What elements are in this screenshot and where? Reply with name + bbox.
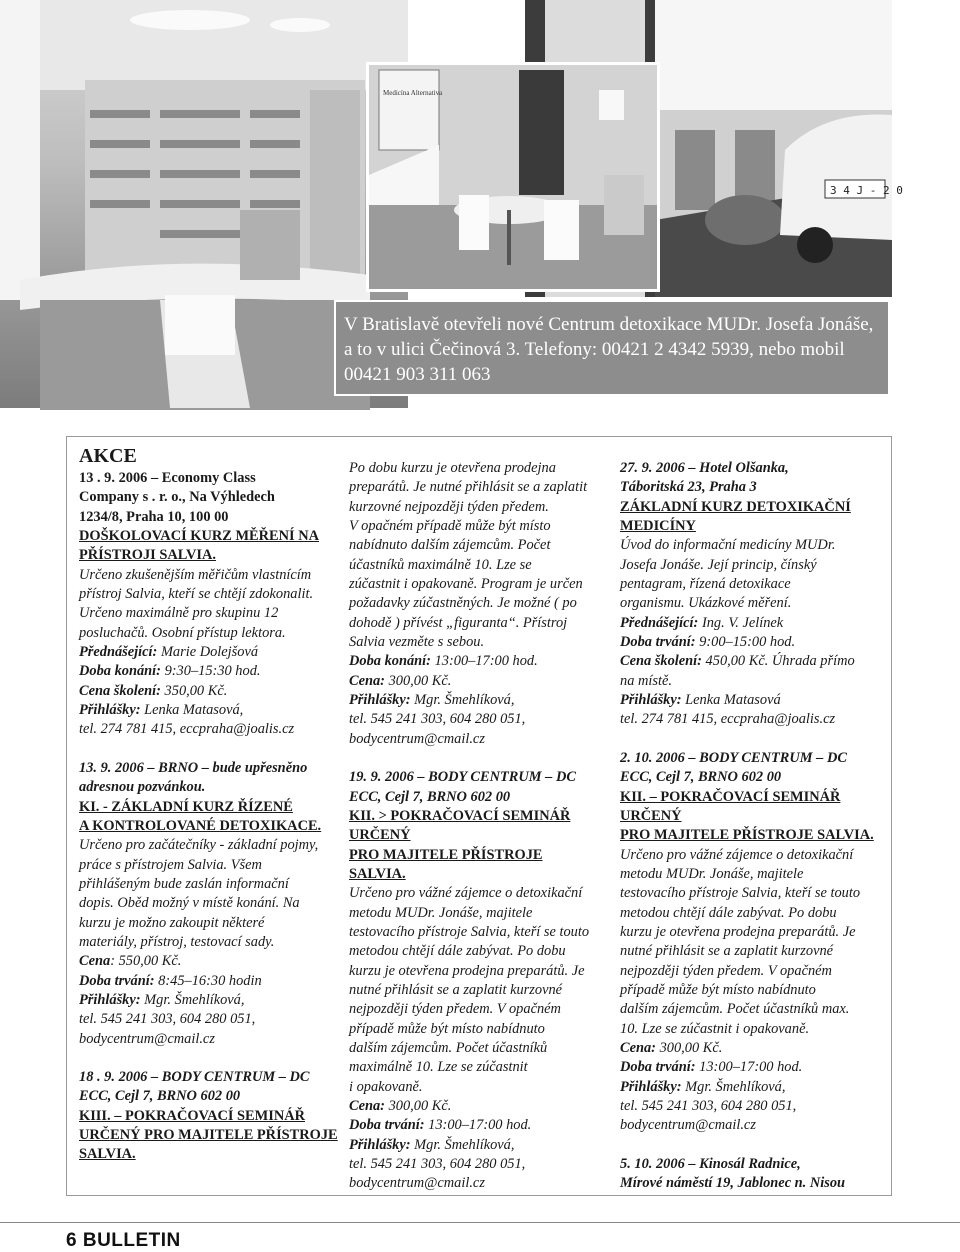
- detail-value: 300,00 Kč.: [655, 1039, 723, 1056]
- event-title: 2. 10. 2006 – BODY CENTRUM – DC: [620, 749, 847, 766]
- column-1: [79, 437, 341, 1165]
- event-detail: [79, 682, 341, 701]
- event-detail: [620, 633, 888, 652]
- event-detail: [349, 691, 611, 710]
- event-text: metodu MUDr. Jonáše, majitele: [349, 904, 533, 921]
- event-title: ECC, Cejl 7, BRNO 602 00: [79, 1088, 241, 1105]
- event-text: dalším zájemcům. Počet účastníků max.: [620, 1001, 850, 1018]
- detail-value: 300,00 Kč.: [384, 672, 452, 689]
- event-title: 13. 9. 2006 – BRNO – bude upřesněno: [79, 759, 308, 776]
- event-title: Mírové náměstí 19, Jablonec n. Nisou: [620, 1175, 846, 1192]
- contact-line: tel. 545 241 303, 604 280 051,: [620, 1098, 797, 1114]
- contact-line: tel. 545 241 303, 604 280 051,: [349, 711, 526, 728]
- event-text: testovacího přístroje Salvia, kteří se touto: [620, 885, 861, 902]
- detail-value: Ing. V. Jelínek: [698, 614, 784, 631]
- event-text: maximálně 10. Lze se zúčastnit: [349, 1059, 528, 1076]
- detail-label: Přednášející:: [79, 644, 158, 661]
- event-detail: [349, 672, 611, 691]
- event-detail: [79, 643, 341, 662]
- course-name: KIII. – POKRAČOVACÍ SEMINÁŘ: [79, 1107, 306, 1124]
- detail-label: Doba konání:: [349, 653, 431, 670]
- course-name: SALVIA.: [79, 1146, 136, 1163]
- detail-label: Přihlášky:: [620, 1078, 682, 1095]
- detail-label: Cena: [79, 953, 111, 970]
- event-text: nabídnuto dalším zájemcům. Počet: [349, 537, 551, 554]
- detail-label: Cena:: [620, 1039, 656, 1056]
- course-name: PRO MAJITELE PŘÍSTROJE SALVIA.: [620, 827, 874, 844]
- column-3: [620, 459, 888, 1193]
- detail-value: 8:45–16:30 hodin: [154, 972, 262, 989]
- event-text: pentagram, řízená detoxikace: [620, 576, 791, 593]
- detail-value: 450,00 Kč. Úhrada přímo: [701, 653, 855, 670]
- column-2: [349, 459, 611, 1194]
- event-text: na místě.: [620, 672, 672, 689]
- event-text: kurzu je otevřena prodejna preparátů. Je: [349, 962, 585, 979]
- event-text: dohodě ) přívést „figuranta“. Přístroj: [349, 614, 568, 631]
- poster-text: Medicína Alternativa: [383, 89, 443, 97]
- detail-label: Přihlášky:: [79, 991, 141, 1008]
- car-plate-text: 3 4 J - 2 0: [830, 184, 903, 197]
- contact-line: tel. 274 781 415, eccpraha@joalis.cz: [79, 721, 295, 738]
- caption-text: V Bratislavě otevřeli nové Centrum detoxikace MUDr. Josefa Jonáše, a to v ulici Čečinová 3. Telefony: 00421 2 4342 5939, nebo mobil 00421 903 311 063: [344, 314, 874, 385]
- event-title: 19. 9. 2006 – BODY CENTRUM – DC: [349, 769, 576, 786]
- event-text: Úvod do informační medicíny MUDr.: [620, 537, 836, 554]
- event-title: 1234/8, Praha 10, 100 00: [79, 508, 229, 525]
- footer-divider: [0, 1222, 960, 1223]
- detail-value: Lenka Matasová,: [140, 702, 244, 719]
- event-text: Určeno maximálně pro skupinu 12: [79, 605, 279, 622]
- event-detail: [79, 952, 341, 971]
- detail-label: Cena:: [349, 1098, 385, 1114]
- event-title: 5. 10. 2006 – Kinosál Radnice,: [620, 1155, 801, 1172]
- event-text: účastníků maximálně 10. Lze se: [349, 556, 532, 573]
- event-title: 13 . 9. 2006 – Economy Class: [79, 470, 256, 486]
- detail-label: Doba trvání:: [620, 634, 696, 651]
- contact-line: bodycentrum@cmail.cz: [620, 1117, 756, 1134]
- event-detail: [349, 1097, 611, 1116]
- event-text: Josefa Jonáše. Její princip, čínský: [620, 556, 817, 573]
- event-detail: [79, 972, 341, 991]
- events-box: [66, 436, 892, 1196]
- event-title: ECC, Cejl 7, BRNO 602 00: [620, 769, 782, 786]
- event-detail: [620, 614, 888, 633]
- course-name: URČENÝ PRO MAJITELE PŘÍSTROJE: [79, 1127, 338, 1143]
- event-detail: [620, 1078, 888, 1097]
- event-text: V opačném případě může být místo: [349, 518, 551, 535]
- detail-label: Cena školení:: [620, 653, 702, 670]
- event-text: Určeno pro začátečníky - základní pojmy,: [79, 837, 319, 854]
- event-text: 10. Lze se zúčastnit i opakovaně.: [620, 1020, 810, 1037]
- event-detail: [79, 701, 341, 720]
- contact-line: tel. 545 241 303, 604 280 051,: [79, 1011, 256, 1028]
- detail-label: Doba trvání:: [620, 1059, 696, 1076]
- event-text: kurzu je možno zakoupit některé: [79, 914, 265, 931]
- course-name: KII. – POKRAČOVACÍ SEMINÁŘ URČENÝ: [620, 788, 841, 824]
- contact-line: bodycentrum@cmail.cz: [349, 1175, 485, 1192]
- event-text: práce s přístrojem Salvia. Všem: [79, 856, 262, 873]
- detail-value: 9:30–15:30 hod.: [160, 663, 261, 680]
- event-text: Určeno pro vážné zájemce o detoxikační: [349, 885, 583, 902]
- event-text: přihlášeným bude zaslán informační: [79, 875, 289, 892]
- event-title: adresnou pozvánkou.: [79, 779, 206, 796]
- detail-label: Přednášející:: [620, 614, 699, 631]
- contact-line: bodycentrum@cmail.cz: [349, 730, 485, 747]
- event-text: případě může být místo nabídnuto: [620, 981, 816, 998]
- detail-label: Přihlášky:: [79, 702, 141, 719]
- event-detail: [349, 1116, 611, 1135]
- event-detail: [620, 1039, 888, 1058]
- event-text: nutné přihlásit se a zaplatit kurzovné: [620, 943, 834, 960]
- detail-value: 350,00 Kč.: [160, 682, 228, 699]
- event-text: kurzu je otevřena prodejna preparátů. Je: [620, 923, 856, 940]
- detail-label: Doba konání:: [79, 663, 161, 680]
- event-text: Určeno zkušenějším měřičům vlastnícím: [79, 566, 312, 583]
- detail-label: Doba trvání:: [349, 1117, 425, 1134]
- detail-label: Přihlášky:: [620, 692, 682, 709]
- detail-label: Přihlášky:: [349, 692, 411, 709]
- event-title: Táboritská 23, Praha 3: [620, 479, 757, 496]
- event-text: Salvia vezměte s sebou.: [349, 634, 485, 651]
- detail-value: Lenka Matasová: [681, 692, 781, 709]
- detail-value: Mgr. Šmehlíková,: [681, 1078, 786, 1095]
- event-title: ECC, Cejl 7, BRNO 602 00: [349, 788, 511, 805]
- event-detail: [349, 652, 611, 671]
- detail-value: 300,00 Kč.: [384, 1098, 452, 1114]
- course-name: KII. > POKRAČOVACÍ SEMINÁŘ URČENÝ: [349, 807, 571, 844]
- detail-value: 13:00–17:00 hod.: [695, 1059, 803, 1076]
- detail-value: 13:00–17:00 hod.: [430, 653, 538, 670]
- event-text: organismu. Ukázkové měření.: [620, 595, 792, 612]
- detail-label: Doba trvání:: [79, 972, 155, 989]
- event-text: nutné přihlásit se a zaplatit kurzovné: [349, 981, 563, 998]
- detail-value: 9:00–15:00 hod.: [695, 634, 796, 651]
- room-photo-art: [369, 65, 657, 289]
- event-text: i opakovaně.: [349, 1078, 423, 1095]
- event-text: požadavky zúčastněných. Je možné ( po: [349, 595, 577, 612]
- course-name: ZÁKLADNÍ KURZ DETOXIKAČNÍ: [620, 498, 851, 515]
- event-text: testovacího přístroje Salvia, kteří se touto: [349, 923, 590, 940]
- course-name: SALVIA.: [349, 865, 406, 882]
- event-text: nejpozději týden předem. V opačném: [349, 1001, 561, 1018]
- detail-value: Mgr. Šmehlíková,: [410, 1136, 515, 1153]
- event-text: nejpozději týden předem. V opačném: [620, 962, 832, 979]
- event-detail: [79, 991, 341, 1010]
- course-name: KI. - ZÁKLADNÍ KURZ ŘÍZENÉ: [79, 798, 293, 815]
- detail-value: Mgr. Šmehlíková,: [140, 991, 245, 1008]
- contact-line: tel. 274 781 415, eccpraha@joalis.cz: [620, 711, 836, 728]
- detail-value: Marie Dolejšová: [157, 644, 259, 661]
- event-text: zúčastnit i opakovaně. Program je určen: [349, 576, 583, 593]
- event-title: 27. 9. 2006 – Hotel Olšanka,: [620, 460, 789, 476]
- event-text: případě může být místo nabídnuto: [349, 1020, 545, 1037]
- course-name: MEDICÍNY: [620, 518, 696, 535]
- event-detail: [620, 691, 888, 710]
- caption-box: [334, 300, 890, 396]
- course-name: PRO MAJITELE PŘÍSTROJE: [349, 846, 543, 863]
- detail-value: Mgr. Šmehlíková,: [410, 692, 515, 709]
- detail-label: Přihlášky:: [349, 1136, 411, 1153]
- event-text: materiály, přístroj, testovací sady.: [79, 933, 275, 950]
- detail-value: : 550,00 Kč.: [110, 953, 182, 970]
- event-title: 18 . 9. 2006 – BODY CENTRUM – DC: [79, 1068, 310, 1085]
- contact-line: bodycentrum@cmail.cz: [79, 1030, 215, 1047]
- event-text: kurzovné nejpozději týden předem.: [349, 498, 549, 515]
- course-name: PŘÍSTROJI SALVIA.: [79, 547, 217, 564]
- section-heading: AKCE: [79, 445, 137, 467]
- event-text: Určeno pro vážné zájemce o detoxikační: [620, 846, 854, 863]
- event-text: posluchačů. Osobní přístup lektora.: [79, 624, 286, 641]
- course-name: DOŠKOLOVACÍ KURZ MĚŘENÍ NA: [79, 528, 320, 545]
- contact-line: tel. 545 241 303, 604 280 051,: [349, 1156, 526, 1173]
- detail-value: 13:00–17:00 hod.: [424, 1117, 532, 1134]
- event-text: metodou chtějí dále zabývat. Po dobu: [349, 943, 566, 960]
- event-text: přístroj Salvia, kteří se chtějí zdokonalit.: [79, 586, 314, 603]
- room-photo: [366, 62, 660, 292]
- event-text: metodu MUDr. Jonáše, majitele: [620, 865, 804, 882]
- detail-label: Cena školení:: [79, 682, 161, 699]
- event-text: preparátů. Je nutné přihlásit se a zaplatit: [349, 479, 588, 496]
- event-text: metodou chtějí dále zabývat. Po dobu: [620, 904, 837, 921]
- course-name: A KONTROLOVANÉ DETOXIKACE.: [79, 817, 322, 834]
- event-text: dalším zájemcům. Počet účastníků: [349, 1039, 548, 1056]
- event-detail: [620, 652, 888, 671]
- event-detail: [620, 1058, 888, 1077]
- event-detail: [349, 1136, 611, 1155]
- event-text: dopis. Oběd možný v místě konání. Na: [79, 895, 300, 912]
- detail-label: Cena:: [349, 672, 385, 689]
- event-title: Company s . r. o., Na Výhledech: [79, 489, 275, 506]
- page-footer: 6 BULLETIN: [66, 1230, 181, 1251]
- event-text: Po dobu kurzu je otevřena prodejna: [349, 460, 556, 476]
- event-detail: [79, 662, 341, 681]
